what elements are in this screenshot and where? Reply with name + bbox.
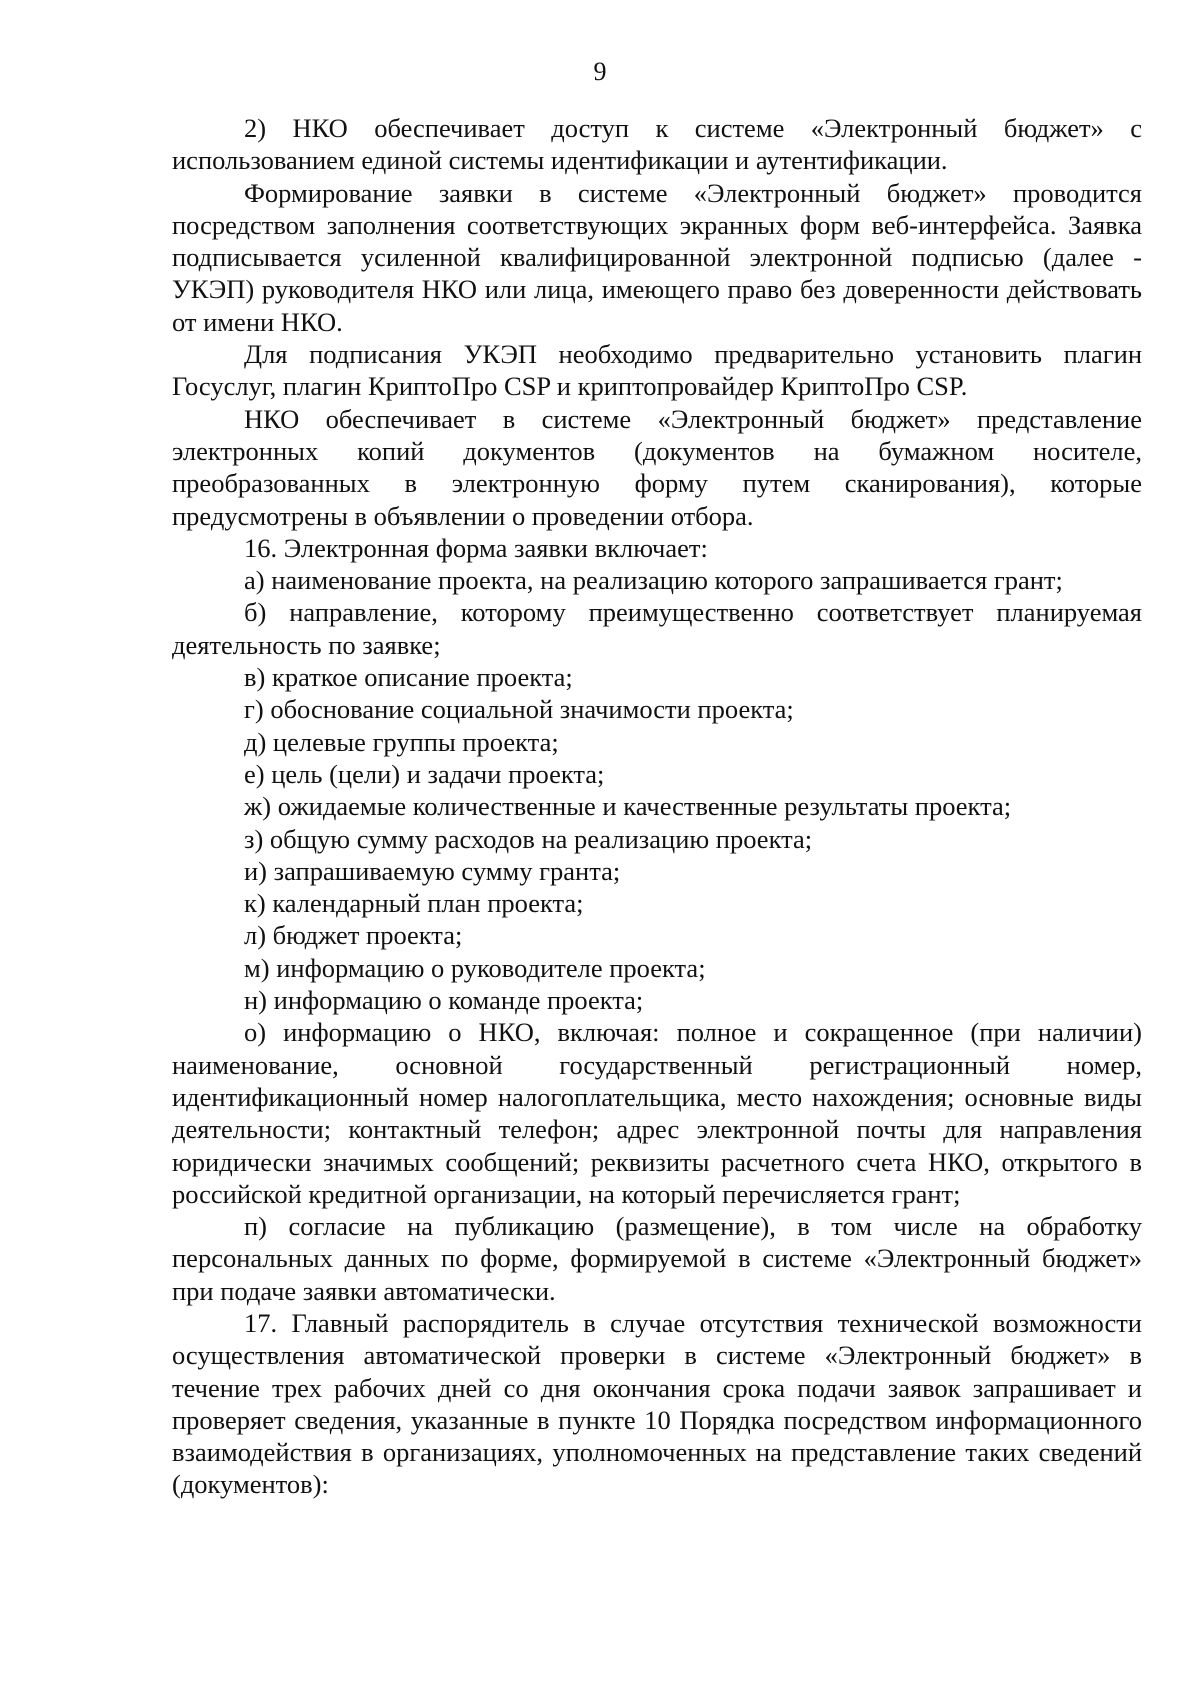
page-number: 9: [593, 57, 607, 86]
list-item-p: п) согласие на публикацию (размещение), в том числе на обработку персональных данных по форме, формируемой в системе «Электронный бюджет» при подаче заявки автоматически.: [172, 1211, 1142, 1306]
list-item-m: м) информацию о руководителе проекта;: [244, 952, 706, 983]
list-item-d: д) целевые группы проекта;: [244, 726, 559, 757]
list-item-l: л) бюджет проекта;: [244, 920, 463, 951]
list-item-e: е) цель (цели) и задачи проекта;: [244, 758, 605, 789]
list-item-i: и) запрашиваемую сумму гранта;: [244, 855, 621, 886]
paragraph-point-16: 16. Электронная форма заявки включает:: [244, 532, 708, 563]
paragraph-application-forming: Формирование заявки в системе «Электронный бюджет» проводится посредством заполнения соответствующих экранных форм веб-интерфейса. Заявка подписывается усиленной квалифицированной электронной подписью (далее - УКЭП) руководителя НКО или лица, имеющего право без доверенности действовать от имени НКО.: [172, 177, 1142, 337]
list-item-a: а) наименование проекта, на реализацию которого запрашивается грант;: [244, 565, 1063, 596]
list-item-v: в) краткое описание проекта;: [244, 662, 573, 693]
document-body: [172, 112, 1142, 1501]
list-item-zh: ж) ожидаемые количественные и качественные результаты проекта;: [244, 791, 1012, 822]
list-item-n: н) информацию о команде проекта;: [244, 985, 644, 1016]
paragraph-electronic-copies: НКО обеспечивает в системе «Электронный бюджет» представление электронных копий документов (документов на бумажном носителе, преобразованных в электронную форму путем сканирования), которые предусмотрены в объявлении о проведении отбора.: [172, 403, 1142, 531]
paragraph-item-2: 2) НКО обеспечивает доступ к системе «Электронный бюджет» с использованием единой системы идентификации и аутентификации.: [172, 113, 1142, 176]
paragraph-point-17: 17. Главный распорядитель в случае отсутствия технической возможности осуществления автоматической проверки в системе «Электронный бюджет» в течение трех рабочих дней со дня окончания срока подачи заявок запрашивает и проверяет сведения, указанные в пункте 10 Порядка посредством информационного взаимодействия в организациях, уполномоченных на представление таких сведений (документов):: [172, 1307, 1142, 1500]
list-item-o: о) информацию о НКО, включая: полное и сокращенное (при наличии) наименование, основной государственный регистрационный номер, идентификационный номер налогоплательщика, место нахождения; основные виды деятельности; контактный телефон; адрес электронной почты для направления юридически значимых сообщений; реквизиты расчетного счета НКО, открытого в российской кредитной организации, на который перечисляется грант;: [172, 1017, 1142, 1209]
list-item-b: б) направление, которому преимущественно соответствует планируемая деятельность по заявке;: [172, 597, 1142, 660]
list-item-g: г) обоснование социальной значимости проекта;: [244, 694, 794, 725]
paragraph-signing-plugins: Для подписания УКЭП необходимо предварительно установить плагин Госуслуг, плагин КриптоПро CSP и криптопровайдер КриптоПро CSP.: [172, 339, 1142, 402]
list-item-k: к) календарный план проекта;: [244, 888, 584, 919]
list-item-z: з) общую сумму расходов на реализацию проекта;: [244, 823, 813, 854]
